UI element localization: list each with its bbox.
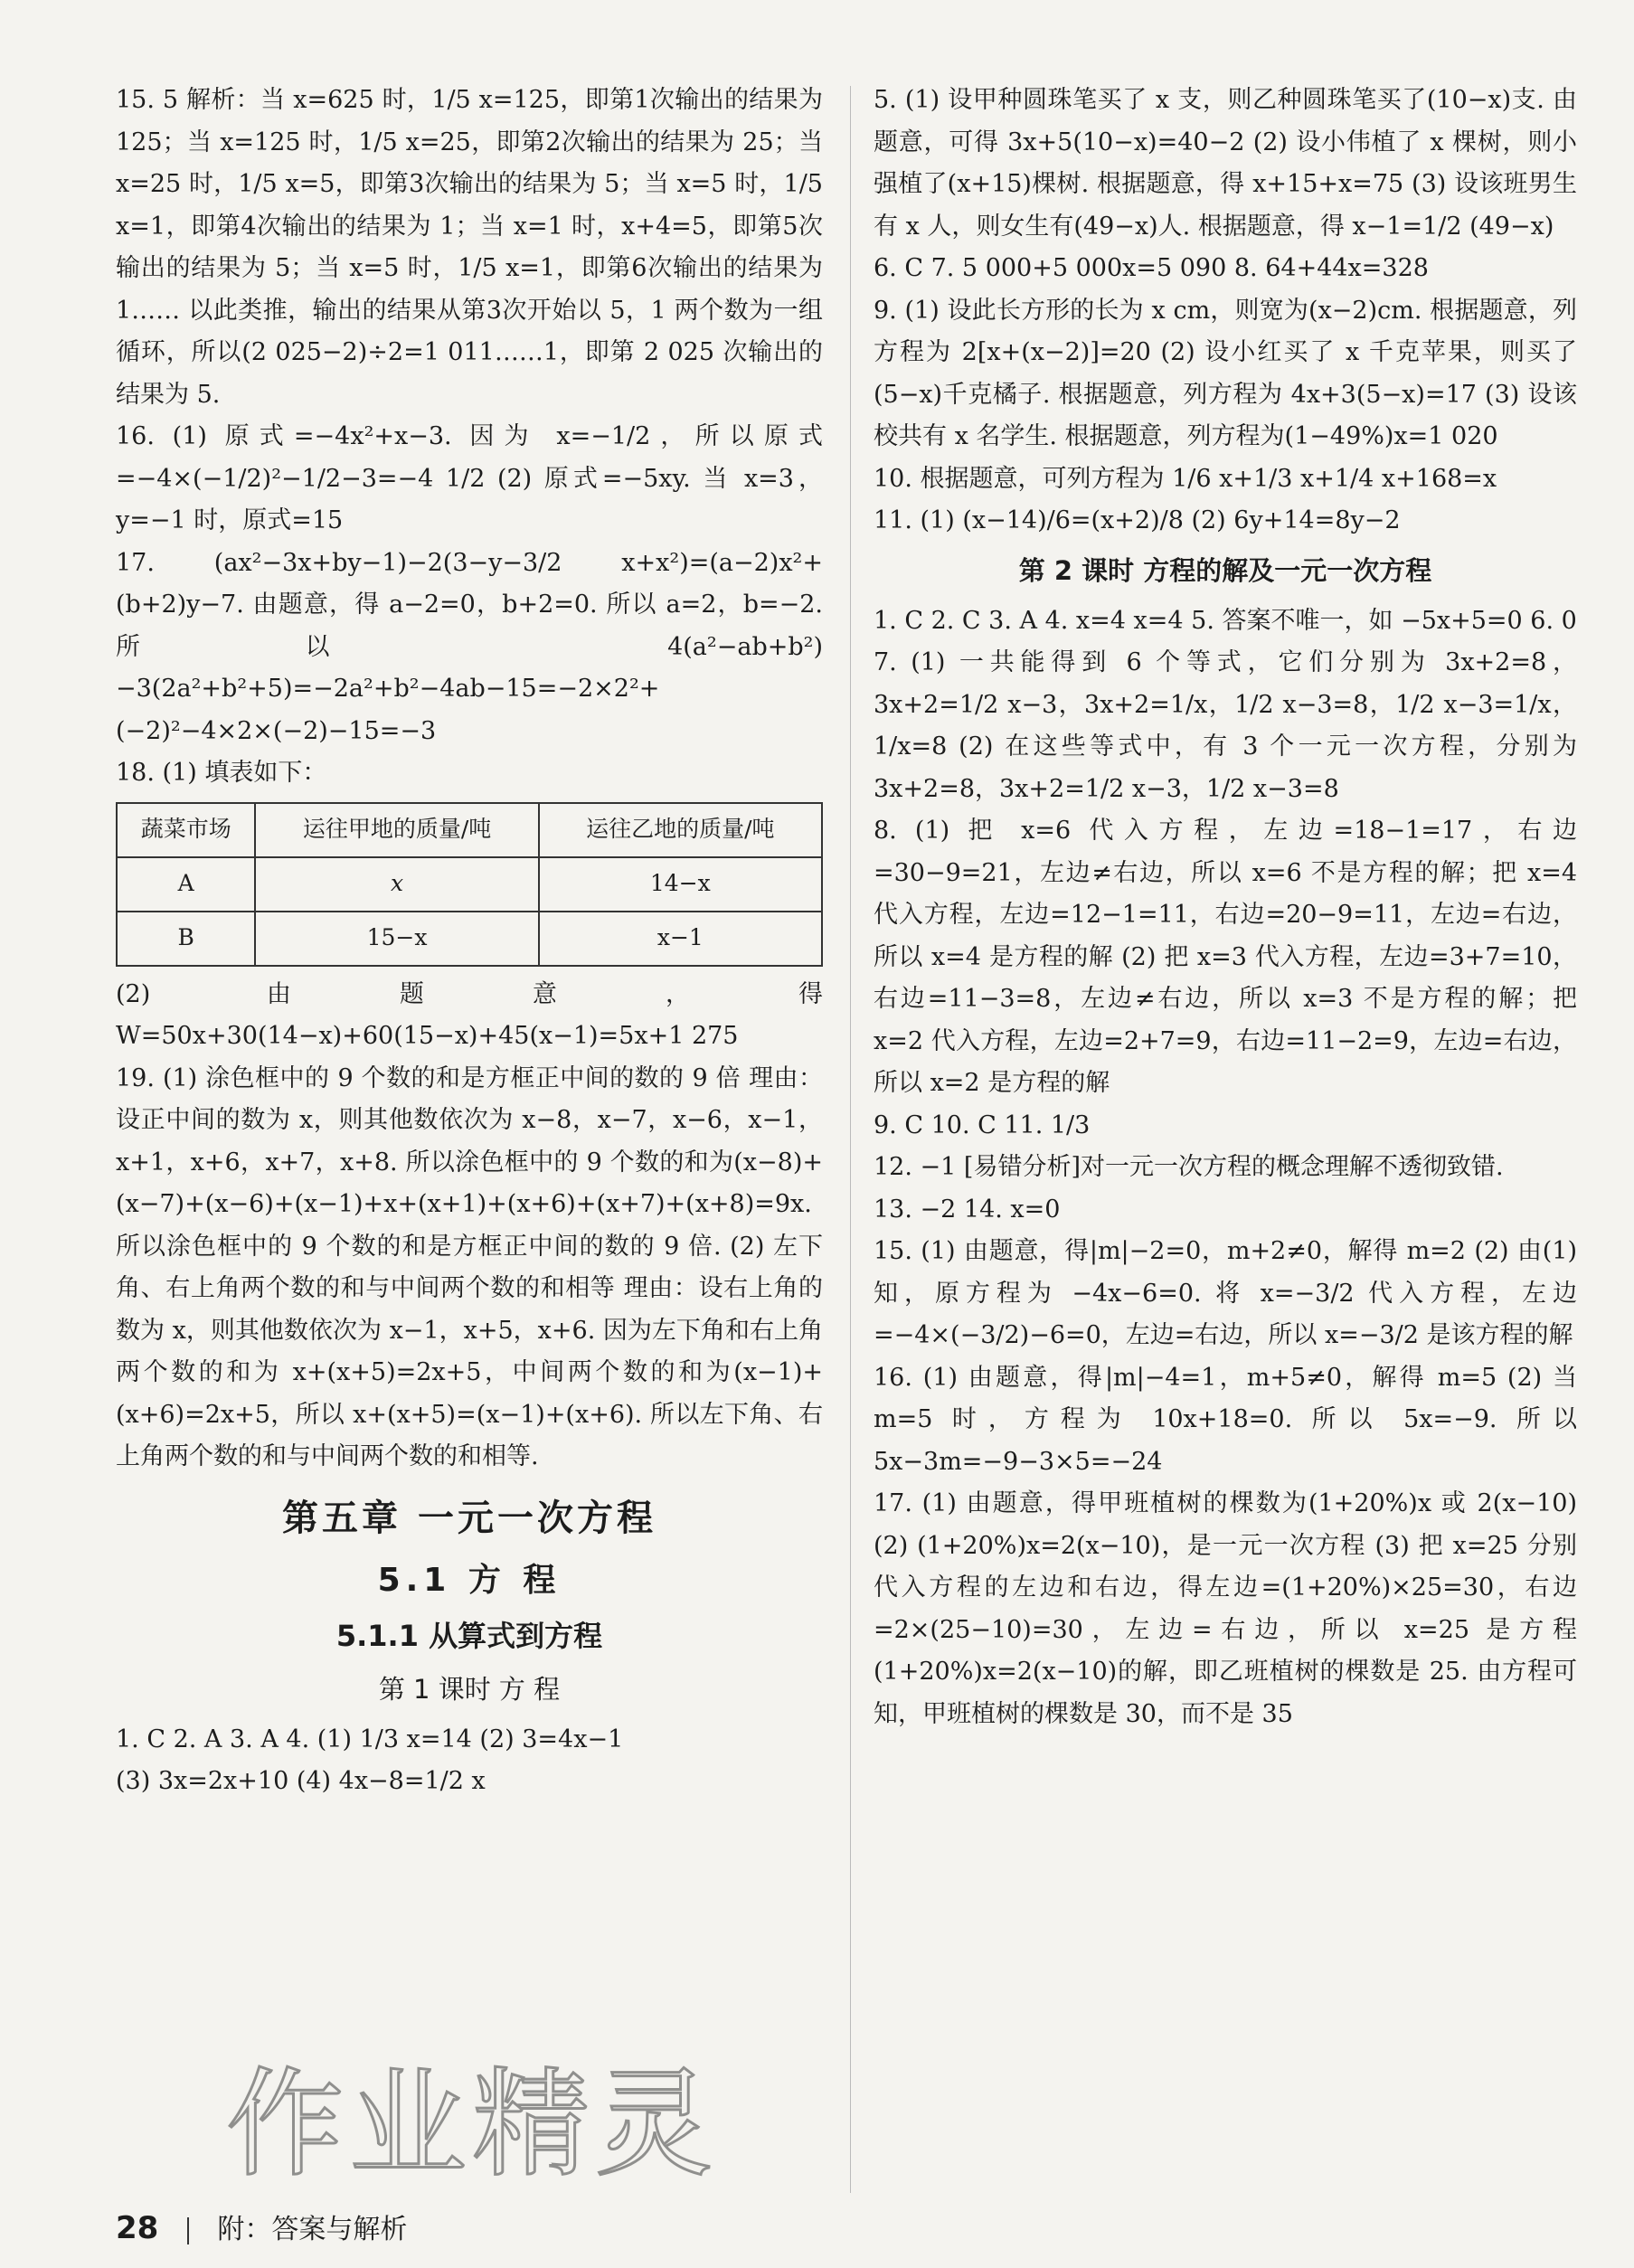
table-cell: x−1 <box>539 912 822 966</box>
table-cell: B <box>117 912 255 966</box>
watermark: 作业精灵 <box>226 2055 719 2193</box>
answer-9: 9. (1) 设此长方形的长为 x cm，则宽为(x−2)cm. 根据题意，列方程为 2[x+(x−2)]=20 (2) 设小红买了 x 千克苹果，则买了(5−x)千克橘子. 根据题意，列方程为 4x+3(5−x)=17 (3) 设该校共有 x 名学生. 根据题意，列方程为(1−49%)x=1 020 <box>874 296 1577 450</box>
lesson2-answer-17: 17. (1) 由题意，得甲班植树的棵数为(1+20%)x 或 2(x−10) (2) (1+20%)x=2(x−10)，是一元一次方程 (3) 把 x=25 分别代入方程的左边和右边，得左边=(1+20%)×25=30，右边=2×(25−10)=30，左边=右边，所以 x=25 是方程(1+20%)x=2(x−10)的解，即乙班植树的棵数是 25. 由方程可知，甲班植树的棵数是 30，而不是 35 <box>874 1489 1577 1728</box>
subsection-title: 5.1.1 从算式到方程 <box>335 1618 603 1653</box>
answer-16: 16. (1) 原式=−4x²+x−3. 因为 x=−1/2，所以原式=−4×(−1/2)²−1/2−3=−4 1/2 (2) 原式=−5xy. 当 x=3，y=−1 时，原式=15 <box>116 422 823 534</box>
table-cell: A <box>117 857 255 912</box>
footer-divider <box>187 2217 189 2244</box>
answer-19: 19. (1) 涂色框中的 9 个数的和是方框正中间的数的 9 倍 理由：设正中间的数为 x，则其他数依次为 x−8，x−7，x−6，x−1，x+1，x+6，x+7，x+8. 所以涂色框中的 9 个数的和为(x−8)+(x−7)+(x−6)+(x−1)+x+(x+1)+(x+6)+(x+7)+(x+8)=9x. 所以涂色框中的 9 个数的和是方框正中间的数的 9 倍. (2) 左下角、右上角两个数的和与中间两个数的和相等 理由：设右上角的数为 x，则其他数依次为 x−1，x+5，x+6. 因为左下角和右上角两个数的和为 x+(x+5)=2x+5，中间两个数的和为(x−1)+(x+6)=2x+5，所以 x+(x+5)=(x−1)+(x+6). 所以左下角、右上角两个数的和与中间两个数的和相等. <box>116 1063 823 1470</box>
left-column <box>116 80 823 1803</box>
answer-17: 17. (ax²−3x+by−1)−2(3−y−3/2 x+x²)=(a−2)x²+(b+2)y−7. 由题意，得 a−2=0，b+2=0. 所以 a=2，b=−2. 所以 4(a²−ab+b²)−3(2a²+b²+5)=−2a²+b²−4ab−15=−2×2²+(−2)²−4×2×(−2)−15=−3 <box>116 548 823 745</box>
table-header: 运往甲地的质量/吨 <box>255 803 538 857</box>
lesson1-answers: 1. C 2. A 3. A 4. (1) 1/3 x=14 (2) 3=4x−1 <box>116 1725 624 1753</box>
lesson2-answer-15: 15. (1) 由题意，得|m|−2=0，m+2≠0，解得 m=2 (2) 由(1)知，原方程为 −4x−6=0. 将 x=−3/2 代入方程，左边=−4×(−3/2)−6=0，左边=右边，所以 x=−3/2 是该方程的解 <box>874 1237 1577 1349</box>
lesson2-answers-1-6: 1. C 2. C 3. A 4. x=4 x=4 5. 答案不唯一，如 −5x+5=0 6. 0 <box>874 606 1577 635</box>
table-header: 运往乙地的质量/吨 <box>539 803 822 857</box>
lesson-title: 第 1 课时 方 程 <box>378 1673 561 1705</box>
table-cell: 14−x <box>539 857 822 912</box>
lesson-title: 第 2 课时 方程的解及一元一次方程 <box>1018 554 1432 586</box>
lesson1-answers-cont: (3) 3x=2x+10 (4) 4x−8=1/2 x <box>116 1767 486 1795</box>
table-row <box>117 912 822 966</box>
answer-6-8: 6. C 7. 5 000+5 000x=5 090 8. 64+44x=328 <box>874 254 1429 282</box>
answer-15: 15. 5 解析：当 x=625 时，1/5 x=125，即第1次输出的结果为 125；当 x=125 时，1/5 x=25，即第2次输出的结果为 25；当 x=25 时，1/5 x=5，即第3次输出的结果为 5；当 x=5 时，1/5 x=1，即第4次输出的结果为 1；当 x=1 时，x+4=5，即第5次输出的结果为 5；当 x=5 时，1/5 x=1，即第6次输出的结果为 1…… 以此类推，输出的结果从第3次开始以 5，1 两个数为一组循环，所以(2 025−2)÷2=1 011……1，即第 2 025 次输出的结果为 5. <box>116 86 823 409</box>
footer-label: 附：答案与解析 <box>217 2214 408 2245</box>
answer-10: 10. 根据题意，可列方程为 1/6 x+1/3 x+1/4 x+168=x <box>874 464 1497 493</box>
chapter-title: 第五章 一元一次方程 <box>282 1497 656 1539</box>
right-column <box>874 80 1577 1735</box>
lesson2-answer-8: 8. (1) 把 x=6 代入方程，左边=18−1=17，右边=30−9=21，左边≠右边，所以 x=6 不是方程的解；把 x=4 代入方程，左边=12−1=11，右边=20−9=11，左边=右边，所以 x=4 是方程的解 (2) 把 x=3 代入方程，左边=3+7=10，右边=11−3=8，左边≠右边，所以 x=3 不是方程的解；把 x=2 代入方程，左边=2+7=9，右边=11−2=9，左边=右边，所以 x=2 是方程的解 <box>874 817 1577 1097</box>
page-number: 28 <box>116 2210 159 2246</box>
table-cell: x <box>255 857 538 912</box>
section-title: 5.1 方 程 <box>377 1561 562 1599</box>
table-header-row <box>117 803 822 857</box>
answer-11: 11. (1) (x−14)/6=(x+2)/8 (2) 6y+14=8y−2 <box>874 506 1401 534</box>
lesson2-answer-7: 7. (1) 一共能得到 6 个等式，它们分别为 3x+2=8，3x+2=1/2 x−3，3x+2=1/x，1/2 x−3=8，1/2 x−3=1/x，1/x=8 (2) 在这些等式中，有 3 个一元一次方程，分别为 3x+2=8，3x+2=1/2 x−3，1/2 x−3=8 <box>874 648 1577 803</box>
table-header: 蔬菜市场 <box>117 803 255 857</box>
table-row <box>117 857 822 912</box>
lesson2-answers-9-11: 9. C 10. C 11. 1/3 <box>874 1110 1091 1139</box>
lesson2-answer-16: 16. (1) 由题意，得|m|−4=1，m+5≠0，解得 m=5 (2) 当 m=5 时，方程为 10x+18=0. 所以 5x=−9. 所以 5x−3m=−9−3×5=−24 <box>874 1363 1577 1476</box>
column-divider <box>850 86 851 2193</box>
table-cell: 15−x <box>255 912 538 966</box>
lesson2-answers-13-14: 13. −2 14. x=0 <box>874 1195 1061 1224</box>
page-footer <box>116 2207 407 2246</box>
transport-table <box>116 802 823 967</box>
lesson2-answer-12: 12. −1 [易错分析]对一元一次方程的概念理解不透彻致错. <box>874 1153 1504 1181</box>
answer-5: 5. (1) 设甲种圆珠笔买了 x 支，则乙种圆珠笔买了(10−x)支. 由题意，可得 3x+5(10−x)=40−2 (2) 设小伟植了 x 棵树，则小强植了(x+15)棵树. 根据题意，得 x+15+x=75 (3) 设该班男生有 x 人，则女生有(49−x)人. 根据题意，得 x−1=1/2 (49−x) <box>874 86 1577 241</box>
answer-18-intro: 18. (1) 填表如下： <box>116 759 327 787</box>
answer-18-part2: (2) 由题意，得 W=50x+30(14−x)+60(15−x)+45(x−1)=5x+1 275 <box>116 979 823 1050</box>
